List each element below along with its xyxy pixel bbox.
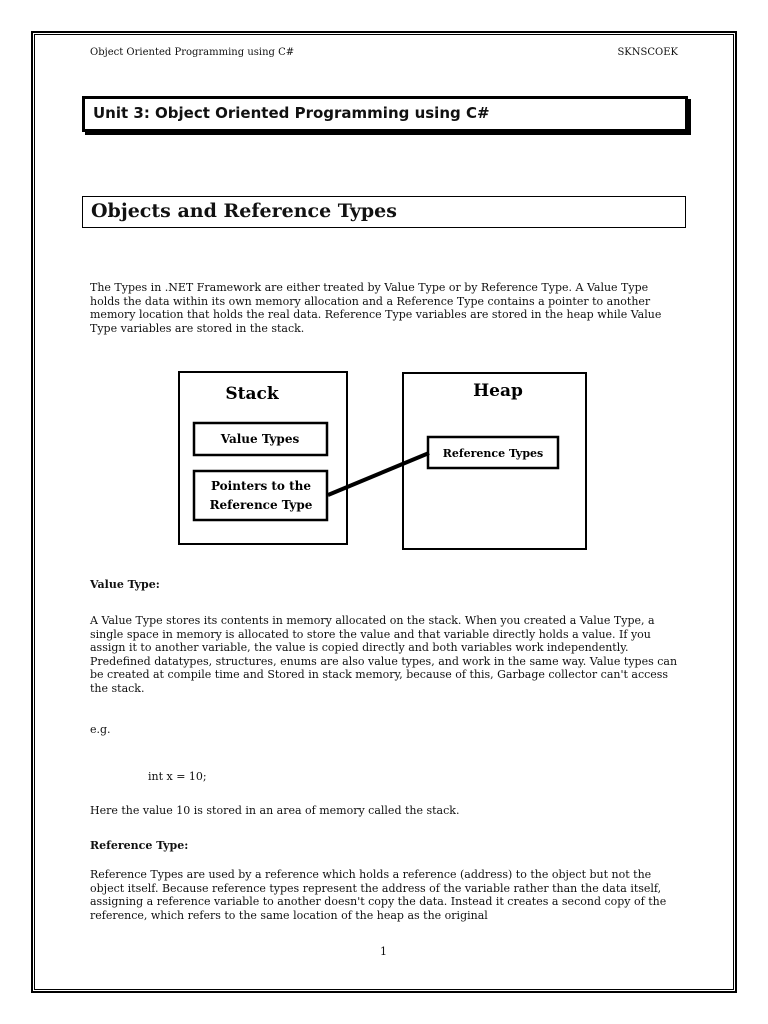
intro-paragraph: The Types in .NET Framework are either treated by Value Type or by Reference Type. A Value Type holds the data within its own memory allocation and a Reference Type contains a pointer to another memory location that holds the real data. Reference Type variables are stored in the heap while Value Type variables are stored in the stack.	[90, 281, 662, 335]
value-type-paragraph: A Value Type stores its contents in memory allocated on the stack. When you created a Value Type, a single space in memory is allocated to store the value and that variable directly holds a value. If you assign it to another variable, the value is copied directly and both variables work independently. Predefined datatypes, structures, enums are also value types, and work in the same way. Value types can be created at compile time and Stored in stack memory, because of this, Garbage collector can't access the stack.	[90, 614, 678, 695]
eg-label: e.g.	[90, 723, 111, 736]
code-sample: int x = 10;	[148, 770, 207, 783]
reference-types-label: Reference Types	[442, 447, 544, 460]
pointers-label-line1: Pointers to the	[210, 479, 312, 493]
reference-type-paragraph: Reference Types are used by a reference which holds a reference (address) to the object but not the object itself. Because reference types represent the address of the variable rather than the data itself, assigning a reference variable to another doesn't copy the data. Instead it creates a second copy of the reference, which refers to the same location of the heap as the original	[90, 868, 667, 922]
unit-title: Unit 3: Object Oriented Programming using C#	[93, 104, 490, 122]
value-types-label: Value Types	[220, 432, 300, 446]
section-title: Objects and Reference Types	[91, 200, 397, 222]
value-type-note: Here the value 10 is stored in an area of memory called the stack.	[90, 804, 460, 817]
running-header-college: SKNSCOEK	[617, 47, 678, 58]
value-type-heading: Value Type:	[90, 578, 160, 591]
page-number: 1	[380, 945, 387, 958]
reference-type-heading: Reference Type:	[90, 839, 189, 852]
running-header-title: Object Oriented Programming using C#	[90, 47, 295, 58]
heap-label: Heap	[473, 381, 523, 401]
section-title-box	[82, 196, 686, 228]
pointers-label-line2: Reference Type	[209, 498, 313, 512]
unit-title-box	[82, 96, 688, 132]
stack-label: Stack	[225, 384, 279, 404]
